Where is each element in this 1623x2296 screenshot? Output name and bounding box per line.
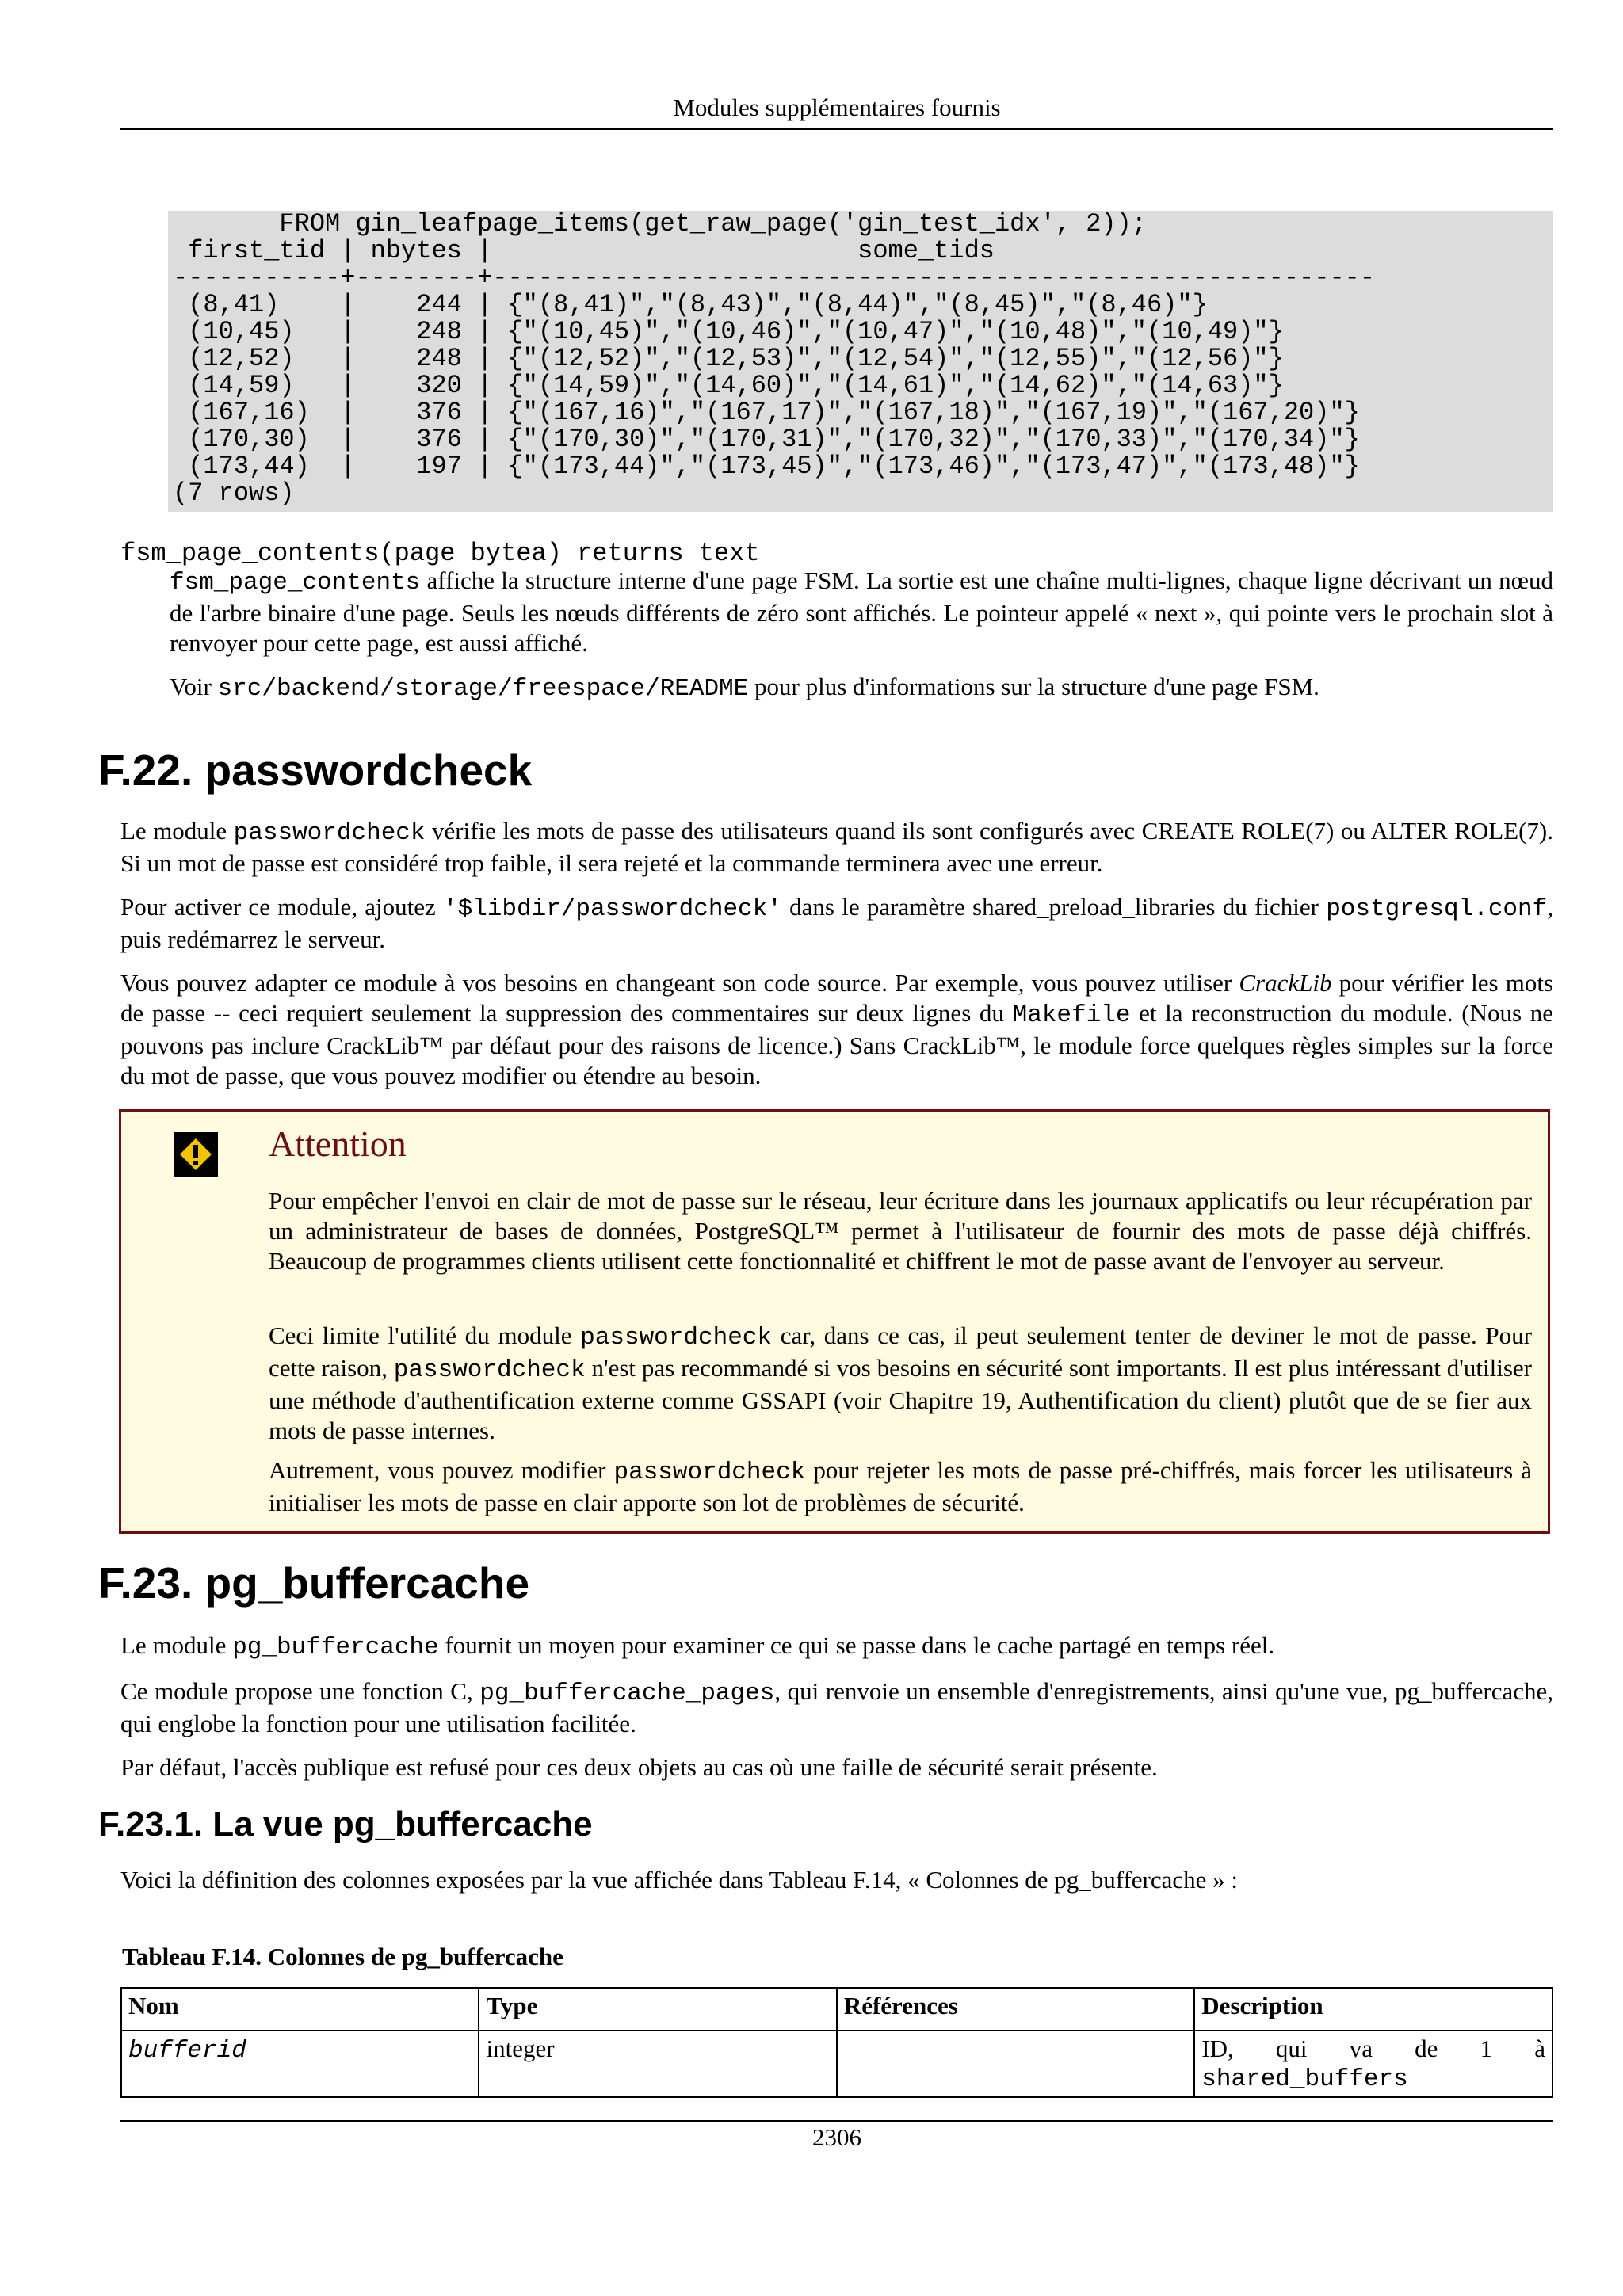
table-cell-name	[121, 2031, 479, 2097]
table-header-cell: Type	[479, 1988, 836, 2031]
f22-p3-code: Makefile	[1012, 1001, 1131, 1029]
f22-p2-c: , puis redémarrez le serveur.	[120, 893, 1553, 953]
f23-p1-a: Le module	[120, 1631, 233, 1659]
f23-p2-a: Ce module propose une fonction C,	[120, 1677, 480, 1705]
code-line: first_tid | nbytes | some_tids	[173, 236, 995, 265]
f22-paragraph-3	[120, 968, 1553, 1091]
att-p3-b: pour rejeter les mots de passe pré-chiffrés, mais forcer les utilisateurs à initialiser les mots de passe en clair apporte son lot de problèmes de sécurité.	[269, 1456, 1532, 1516]
f22-p1-b: vérifie les mots de passe des utilisateurs quand ils sont configurés avec CREATE ROLE(7) ou ALTER ROLE(7). Si un mot de passe est considéré trop faible, il sera rejeté et la commande terminera avec une erreur.	[120, 817, 1553, 877]
attention-paragraph-3	[269, 1455, 1532, 1518]
f23-p1-code: pg_buffercache	[232, 1634, 439, 1661]
desc-text: ID, qui va de 1 à	[1201, 2035, 1545, 2062]
code-line: (8,41) | 244 | {"(8,41)","(8,43)","(8,44)","(8,45)","(8,46)"}	[173, 290, 1208, 319]
fsm-see-suffix: pour plus d'informations sur la structure d'une page FSM.	[748, 673, 1319, 700]
code-block	[168, 211, 1553, 512]
footer-rule	[120, 2120, 1553, 2122]
heading-f23: F.23. pg_buffercache	[98, 1558, 530, 1608]
f23-paragraph-2	[120, 1676, 1553, 1739]
code-line: (7 rows)	[173, 479, 295, 508]
table-header-cell: Nom	[121, 1988, 479, 2031]
f22-p2-code: '$libdir/passwordcheck'	[443, 895, 782, 923]
fsm-desc-code: fsm_page_contents	[170, 569, 421, 597]
fsm-see-code: src/backend/storage/freespace/README	[217, 675, 749, 703]
warning-icon	[174, 1132, 218, 1177]
f22-p3-b: pour vérifier les mots de passe -- ceci requiert seulement la suppression des commentaires sur deux lignes du	[120, 969, 1554, 1027]
attention-box	[119, 1109, 1550, 1534]
f22-p3-em: CrackLib	[1239, 969, 1332, 997]
fsm-desc-text: affiche la structure interne d'une page FSM. La sortie est une chaîne multi-lignes, chaque ligne décrivant un nœud de l'arbre binaire d'une page. Seuls les nœuds différents de zéro sont affichés. Le pointeur appelé « next », qui pointe vers le prochain slot à renvoyer pour cette page, est aussi affiché.	[170, 566, 1553, 657]
fsm-see-also	[170, 672, 1553, 704]
code-lines	[173, 211, 1375, 507]
f22-p1-a: Le module	[120, 817, 234, 845]
columns-table	[120, 1987, 1553, 2098]
table-header-row	[121, 1988, 1552, 2031]
table-header-cell: Références	[837, 1988, 1194, 2031]
att-p2-code2: passwordcheck	[393, 1356, 586, 1384]
table-cell-type: integer	[479, 2031, 836, 2097]
att-p3-a: Autrement, vous pouvez modifier	[269, 1456, 614, 1484]
heading-f231: F.23.1. La vue pg_buffercache	[98, 1805, 593, 1844]
fsm-description	[170, 566, 1553, 658]
f23-paragraph-1	[120, 1630, 1553, 1663]
att-p2-c: n'est pas recommandé si vos besoins en sécurité sont importants. Il est plus intéressant d'utiliser une méthode d'authentification externe comme GSSAPI (voir Chapitre 19, Authentification du client) plutôt que de se fier aux mots de passe internes.	[269, 1354, 1532, 1444]
table-row	[121, 2031, 1552, 2097]
code-line: (173,44) | 197 | {"(173,44)","(173,45)","(173,46)","(173,47)","(173,48)"}	[173, 452, 1360, 481]
column-name: bufferid	[128, 2037, 246, 2065]
fsm-term: fsm_page_contents(page bytea) returns text	[120, 539, 760, 568]
att-p2-a: Ceci limite l'utilité du module	[269, 1322, 581, 1349]
header-rule	[120, 128, 1553, 130]
f22-paragraph-2	[120, 892, 1553, 955]
fsm-see-prefix: Voir	[170, 673, 218, 700]
code-line: FROM gin_leafpage_items(get_raw_page('gin_test_idx', 2));	[173, 209, 1147, 238]
attention-title: Attention	[269, 1123, 407, 1164]
code-line: (14,59) | 320 | {"(14,59)","(14,60)","(14,61)","(14,62)","(14,63)"}	[173, 371, 1284, 400]
f22-p1-code: passwordcheck	[233, 819, 426, 847]
f22-p3-a: Vous pouvez adapter ce module à vos besoins en changeant son code source. Par exemple, vous pouvez utiliser	[120, 969, 1239, 997]
f231-paragraph-1: Voici la définition des colonnes exposées par la vue affichée dans Tableau F.14, « Colonnes de pg_buffercache » :	[120, 1866, 1239, 1894]
table-header-cell: Description	[1194, 1988, 1552, 2031]
table-caption: Tableau F.14. Colonnes de pg_buffercache	[122, 1943, 563, 1970]
f23-p2-b: , qui renvoie un ensemble d'enregistrements, ainsi qu'une vue, pg_buffercache, qui englobe la fonction pour une utilisation facilitée.	[120, 1677, 1554, 1737]
f23-p1-b: fournit un moyen pour examiner ce qui se passe dans le cache partagé en temps réel.	[438, 1631, 1275, 1659]
code-line: (170,30) | 376 | {"(170,30)","(170,31)","(170,32)","(170,33)","(170,34)"}	[173, 425, 1360, 454]
att-p3-code: passwordcheck	[613, 1459, 806, 1486]
code-line: (12,52) | 248 | {"(12,52)","(12,53)","(12,54)","(12,55)","(12,56)"}	[173, 344, 1284, 373]
page-number: 2306	[812, 2123, 861, 2151]
table-cell-refs	[837, 2031, 1194, 2097]
code-line: (10,45) | 248 | {"(10,45)","(10,46)","(10,47)","(10,48)","(10,49)"}	[173, 317, 1284, 346]
f23-p2-code: pg_buffercache_pages	[479, 1680, 775, 1707]
running-header: Modules supplémentaires fournis	[673, 93, 1001, 121]
code-line: -----------+--------+----------------------------------------------------------	[173, 263, 1376, 292]
att-p2-code: passwordcheck	[580, 1324, 773, 1352]
att-p2-b: car, dans ce cas, il peut seulement tenter de deviner le mot de passe. Pour cette raison,	[269, 1322, 1532, 1382]
desc-code: shared_buffers	[1201, 2065, 1408, 2093]
f22-p2-code2: postgresql.conf	[1326, 895, 1548, 923]
f22-p2-b: dans le paramètre shared_preload_libraries du fichier	[781, 893, 1327, 921]
heading-f22: F.22. passwordcheck	[98, 746, 533, 795]
table-cell-description	[1194, 2031, 1552, 2097]
attention-paragraph-2	[269, 1321, 1532, 1446]
f23-paragraph-3: Par défaut, l'accès publique est refusé pour ces deux objets au cas où une faille de sécurité serait présente.	[120, 1753, 1158, 1781]
attention-paragraph-1: Pour empêcher l'envoi en clair de mot de passe sur le réseau, leur écriture dans les journaux applicatifs ou leur récupération par un administrateur de bases de données, PostgreSQL™ permet à l'utilisateur de fournir des mots de passe déjà chiffrés. Beaucoup de programmes clients utilisent cette fonctionnalité et chiffrent le mot de passe avant de l'envoyer au serveur.	[269, 1187, 1532, 1275]
f22-p3-c: et la reconstruction du module. (Nous ne pouvons pas inclure CrackLib™ par défaut pour des raisons de licence.) Sans CrackLib™, le module force quelques règles simples sur la force du mot de passe, que vous pouvez modifier ou étendre au besoin.	[120, 999, 1553, 1089]
f22-paragraph-1	[120, 816, 1553, 879]
f22-p2-a: Pour activer ce module, ajoutez	[120, 893, 443, 921]
code-line: (167,16) | 376 | {"(167,16)","(167,17)","(167,18)","(167,19)","(167,20)"}	[173, 398, 1360, 427]
